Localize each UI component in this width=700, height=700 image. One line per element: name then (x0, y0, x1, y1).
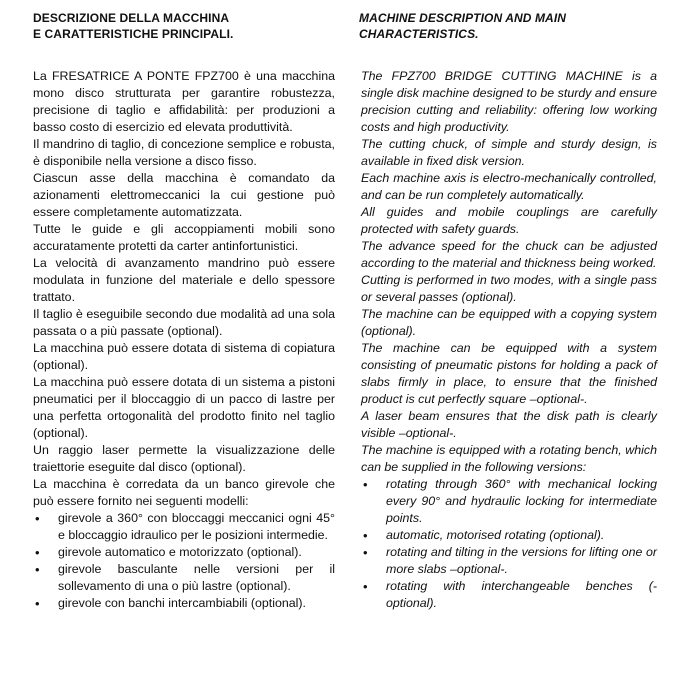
english-paragraph: The advance speed for the chuck can be adjusted according to the material and thickness being worked. (361, 239, 657, 270)
italian-bullet-item: • girevole automatico e motorizzato (optional). (33, 544, 335, 561)
english-paragraph: The FPZ700 BRIDGE CUTTING MACHINE is a single disk machine designed to be sturdy and ensure precision cutting and reliability: offering low working costs and high productivity. (361, 69, 657, 134)
italian-heading-line-1: DESCRIZIONE DELLA MACCHINA (33, 11, 230, 25)
english-bullet-item: • rotating with interchangeable benches (-optional). (361, 578, 657, 612)
english-heading-line-1: MACHINE DESCRIPTION AND MAIN (359, 11, 567, 25)
italian-bullet-list (33, 510, 335, 612)
english-paragraph: The machine can be equipped with a system consisting of pneumatic pistons for holding a pack of slabs firmly in place, to ensure that the finished product is cut perfectly square –optional-. (361, 341, 657, 406)
english-bullet-list (361, 476, 657, 612)
english-paragraph: Each machine axis is electro-mechanically controlled, and can be run completely automatically. (361, 171, 657, 202)
italian-paragraph: Un raggio laser permette la visualizzazione delle traiettorie eseguite dal disco (optional). (33, 443, 335, 474)
italian-paragraph: La FRESATRICE A PONTE FPZ700 è una macchina mono disco strutturata per garantire robustezza, precisione di taglio e affidabilità: per produzioni a basso costo di esercizio ed elevata produttività. (33, 69, 335, 134)
italian-paragraph: Ciascun asse della macchina è comandato da azionamenti elettromeccanici la cui gestione può essere completamente automatizzata. (33, 171, 335, 219)
english-paragraph: The machine is equipped with a rotating bench, which can be supplied in the following versions: (361, 443, 657, 474)
english-paragraph: A laser beam ensures that the disk path is clearly visible –optional-. (361, 409, 657, 440)
english-heading-line-2: CHARACTERISTICS. (359, 27, 479, 41)
italian-column (33, 10, 335, 612)
italian-paragraph: Tutte le guide e gli accoppiamenti mobili sono accuratamente protetti da carter antinfortunistici. (33, 222, 335, 253)
italian-bullet-item: • girevole a 360° con bloccaggi meccanici ogni 45° e bloccaggio idraulico per le posizioni intermedie. (33, 510, 335, 544)
italian-body (33, 68, 335, 612)
italian-paragraph: La macchina può essere dotata di sistema di copiatura (optional). (33, 341, 335, 372)
italian-heading-line-2: E CARATTERISTICHE PRINCIPALI. (33, 27, 234, 41)
italian-bullet-item: • girevole con banchi intercambiabili (optional). (33, 595, 335, 612)
italian-paragraph: La macchina è corredata da un banco girevole che può essere fornito nei seguenti modelli: (33, 477, 335, 508)
english-paragraph: Cutting is performed in two modes, with a single pass or several passes (optional). (361, 273, 657, 304)
english-column (355, 10, 657, 612)
italian-paragraph: Il mandrino di taglio, di concezione semplice e robusta, è disponibile nella versione a disco fisso. (33, 137, 335, 168)
english-body (355, 68, 657, 612)
italian-heading (33, 10, 335, 68)
italian-paragraph: La macchina può essere dotata di un sistema a pistoni pneumatici per il bloccaggio di un pacco di lastre per una perfetta ortogonalità del prodotto finito nel taglio (optional). (33, 375, 335, 440)
english-bullet-item: • automatic, motorised rotating (optional). (361, 527, 657, 544)
english-bullet-item: • rotating through 360° with mechanical locking every 90° and hydraulic locking for intermediate points. (361, 476, 657, 527)
italian-paragraph: La velocità di avanzamento mandrino può essere modulata in funzione del materiale e dello spessore trattato. (33, 256, 335, 304)
english-paragraph: All guides and mobile couplings are carefully protected with safety guards. (361, 205, 657, 236)
english-paragraph: The cutting chuck, of simple and sturdy design, is available in fixed disk version. (361, 137, 657, 168)
italian-paragraph: Il taglio è eseguibile secondo due modalità ad una sola passata o a più passate (optional). (33, 307, 335, 338)
english-bullet-item: • rotating and tilting in the versions for lifting one or more slabs –optional-. (361, 544, 657, 578)
english-heading (355, 10, 657, 68)
italian-bullet-item: • girevole basculante nelle versioni per il sollevamento di una o più lastre (optional). (33, 561, 335, 595)
english-paragraph: The machine can be equipped with a copying system (optional). (361, 307, 657, 338)
